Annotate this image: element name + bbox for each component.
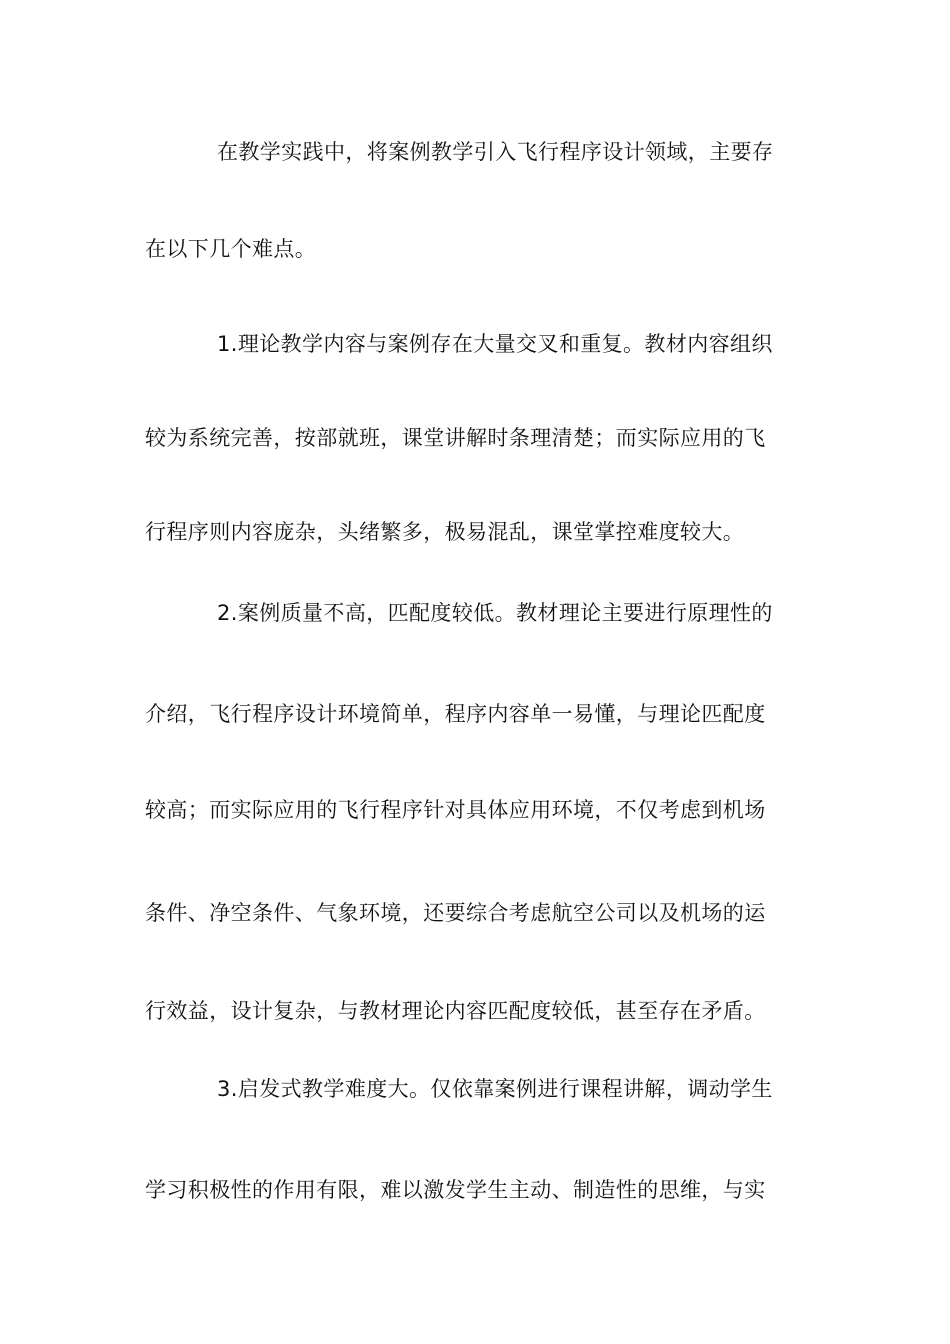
paragraph-3-line-4: 条件、净空条件、气象环境，还要综合考虑航空公司以及机场的运 — [145, 901, 766, 925]
paragraph-3-line-2: 介绍，飞行程序设计环境简单，程序内容单一易懂，与理论匹配度 — [145, 702, 766, 726]
paragraph-2-line-3: 行程序则内容庞杂，头绪繁多，极易混乱，课堂掌控难度较大。 — [145, 520, 745, 544]
paragraph-2-line-2: 较为系统完善，按部就班，课堂讲解时条理清楚；而实际应用的飞 — [145, 426, 766, 450]
paragraph-4-line-2: 学习积极性的作用有限，难以激发学生主动、制造性的思维，与实 — [145, 1178, 766, 1202]
paragraph-2-line-1: 1.理论教学内容与案例存在大量交叉和重复。教材内容组织 — [217, 332, 773, 356]
paragraph-4-line-1: 3.启发式教学难度大。仅依靠案例进行课程讲解，调动学生 — [217, 1077, 773, 1101]
paragraph-1-line-2: 在以下几个难点。 — [145, 237, 317, 261]
paragraph-3-line-5: 行效益，设计复杂，与教材理论内容匹配度较低，甚至存在矛盾。 — [145, 999, 766, 1023]
paragraph-3-line-3: 较高；而实际应用的飞行程序针对具体应用环境，不仅考虑到机场 — [145, 798, 766, 822]
paragraph-1-line-1: 在教学实践中，将案例教学引入飞行程序设计领域，主要存 — [217, 140, 774, 164]
paragraph-3-line-1: 2.案例质量不高，匹配度较低。教材理论主要进行原理性的 — [217, 601, 773, 625]
